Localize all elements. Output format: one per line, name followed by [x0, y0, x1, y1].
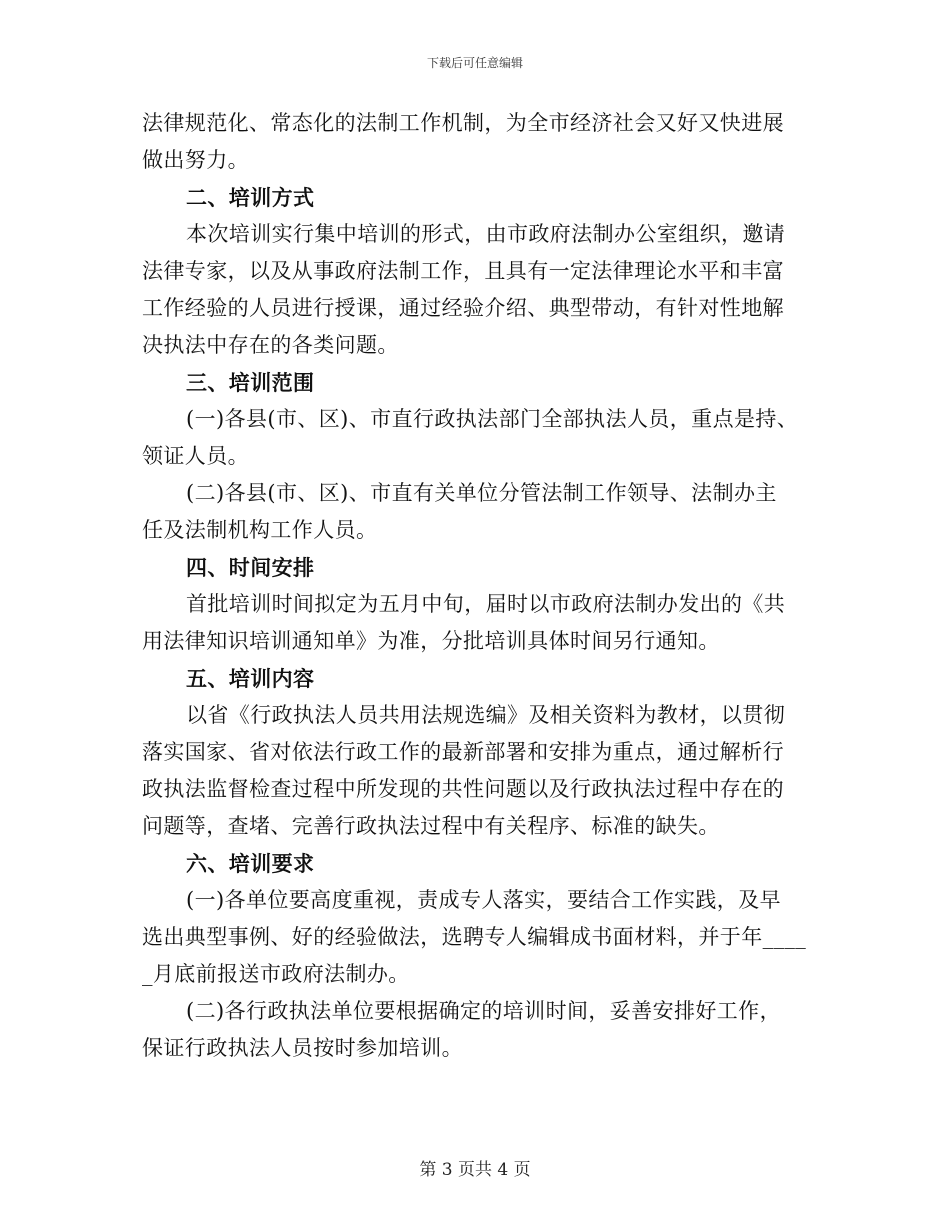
- paragraph-line: 首批培训时间拟定为五月中旬，届时以市政府法制办发出的《共: [186, 592, 786, 616]
- paragraph-line: (二)各行政执法单位要根据确定的培训时间，妥善安排好工作，: [186, 999, 781, 1023]
- paragraph-line: (一)各单位要高度重视，责成专人落实，要结合工作实践，及早: [186, 888, 781, 912]
- paragraph-line: 工作经验的人员进行授课，通过经验介绍、典型带动，有针对性地解: [142, 296, 784, 320]
- page-header: 下载后可任意编辑: [426, 56, 523, 70]
- section-heading-scope: 三、培训范围: [186, 370, 315, 395]
- paragraph-line: 决执法中存在的各类问题。: [142, 333, 399, 357]
- paragraph-line: _月底前报送市政府法制办。: [142, 962, 410, 986]
- paragraph-line: 法律规范化、常态化的法制工作机制，为全市经济社会又好又快进展: [142, 111, 784, 135]
- section-heading-content: 五、培训内容: [186, 666, 315, 691]
- paragraph-line: 问题等，查堵、完善行政执法过程中有关程序、标准的缺失。: [142, 814, 720, 838]
- section-heading-method: 二、培训方式: [186, 185, 315, 210]
- paragraph-line: 政执法监督检查过程中所发现的共性问题以及行政执法过程中存在的: [142, 777, 784, 801]
- paragraph-line: 落实国家、省对依法行政工作的最新部署和安排为重点，通过解析行: [142, 740, 784, 764]
- paragraph-line: 用法律知识培训通知单》为准，分批培训具体时间另行通知。: [142, 629, 720, 653]
- paragraph-line: 以省《行政执法人员共用法规选编》及相关资料为教材，以贯彻: [186, 703, 786, 727]
- paragraph-line: 任及法制机构工作人员。: [142, 518, 378, 542]
- paragraph-line: 做出努力。: [142, 148, 249, 172]
- section-heading-requirements: 六、培训要求: [186, 851, 315, 876]
- paragraph-line: 本次培训实行集中培训的形式，由市政府法制办公室组织，邀请: [186, 222, 786, 246]
- paragraph-line: 保证行政执法人员按时参加培训。: [142, 1036, 463, 1060]
- document-body: [142, 105, 822, 1067]
- paragraph-line: (二)各县(市、区)、市直有关单位分管法制工作领导、法制办主: [186, 481, 777, 505]
- paragraph-line: 法律专家，以及从事政府法制工作，且具有一定法律理论水平和丰富: [142, 259, 784, 283]
- paragraph-line: 选出典型事例、好的经验做法，选聘专人编辑成书面材料，并于年____: [142, 925, 807, 949]
- paragraph-line: 领证人员。: [142, 444, 249, 468]
- section-heading-schedule: 四、时间安排: [186, 555, 315, 580]
- paragraph-line: (一)各县(市、区)、市直行政执法部门全部执法人员，重点是持、: [186, 407, 799, 431]
- page-footer: 第 3 页共 4 页: [419, 1160, 531, 1180]
